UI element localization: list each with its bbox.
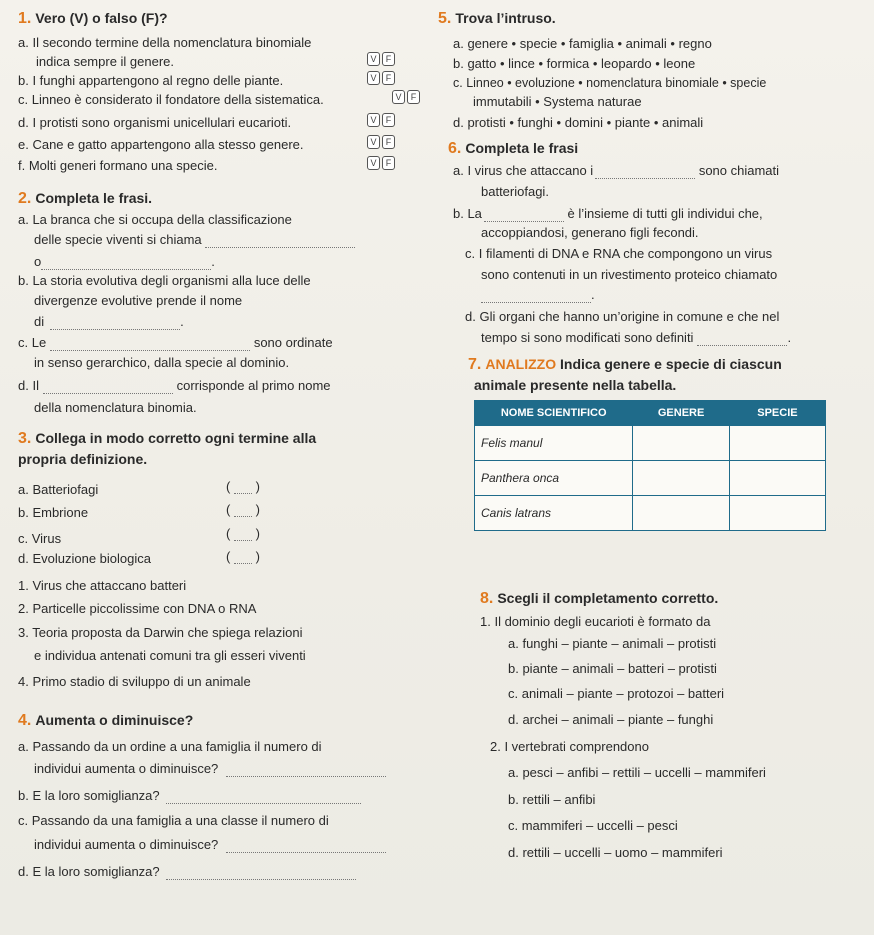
ex8-option[interactable]: b. rettili – anfibi [508, 792, 596, 807]
ex4-text: individui aumenta o diminuisce? [34, 837, 219, 852]
ex7-heading [468, 356, 782, 373]
ex2-number: 2. [18, 190, 32, 207]
ex6-line: accoppiandosi, generano figli fecondi. [481, 225, 699, 240]
ex8-option[interactable]: d. rettili – uccelli – uomo – mammiferi [508, 845, 723, 860]
ex2-text: . [211, 254, 215, 269]
vf-box-d[interactable] [367, 113, 395, 127]
ex5-heading [438, 10, 556, 27]
species-cell[interactable] [729, 426, 825, 461]
column-header: SPECIE [729, 401, 825, 426]
ex2-title: Completa le frasi. [35, 190, 153, 206]
ex2-text: c. Le [18, 335, 47, 350]
scientific-name-cell: Panthera onca [475, 461, 633, 496]
match-blank[interactable]: ( ) [226, 502, 260, 517]
answer-blank[interactable] [50, 350, 250, 351]
column-header: NOME SCIENTIFICO [475, 401, 633, 426]
answer-blank[interactable] [166, 803, 361, 804]
ex3-term: d. Evoluzione biologica [18, 551, 151, 566]
ex8-option[interactable]: d. archei – animali – piante – funghi [508, 712, 714, 727]
answer-blank[interactable] [166, 879, 356, 880]
ex2-line: in senso gerarchico, dalla specie al dominio. [34, 355, 290, 370]
ex6-line [481, 287, 595, 303]
false-checkbox[interactable]: F [382, 135, 395, 149]
ex6-text: sono chiamati [698, 163, 780, 178]
ex2-text: o [34, 254, 42, 269]
ex3-definition: 1. Virus che attaccano batteri [18, 578, 187, 593]
ex6-title: Completa le frasi [465, 140, 579, 156]
species-cell[interactable] [729, 461, 825, 496]
ex2-text: sono ordinate [253, 335, 333, 350]
false-checkbox[interactable]: F [382, 71, 395, 85]
ex2-text: di [34, 314, 45, 329]
ex8-option[interactable]: c. animali – piante – protozoi – batteri [508, 686, 725, 701]
table-row [475, 426, 826, 461]
ex4-heading [18, 712, 193, 729]
ex2-text: d. Il [18, 378, 39, 393]
answer-blank[interactable] [43, 393, 173, 394]
ex1-item-b: b. I funghi appartengono al regno delle piante. [18, 73, 284, 88]
ex6-line: d. Gli organi che hanno un’origine in comune e che nel [465, 309, 780, 324]
ex4-text: b. E la loro somiglianza? [18, 788, 160, 803]
answer-blank[interactable] [226, 852, 386, 853]
genus-cell[interactable] [633, 426, 729, 461]
ex8-option[interactable]: a. funghi – piante – animali – protisti [508, 636, 717, 651]
answer-blank[interactable] [481, 302, 591, 303]
ex3-term: c. Virus [18, 531, 62, 546]
genus-cell[interactable] [633, 461, 729, 496]
ex6-text: . [591, 287, 595, 302]
ex4-line [18, 788, 361, 804]
ex8-option[interactable]: b. piante – animali – batteri – protisti [508, 661, 717, 676]
species-cell[interactable] [729, 496, 825, 531]
ex5-line: c. Linneo • evoluzione • nomenclatura binomiale • specie [453, 76, 767, 90]
vf-box-b[interactable] [367, 71, 395, 85]
ex8-question: 1. Il dominio degli eucarioti è formato da [480, 614, 711, 629]
ex8-option[interactable]: c. mammiferi – uccelli – pesci [508, 818, 678, 833]
ex1-item-a-cont: indica sempre il genere. [36, 54, 175, 69]
ex5-title: Trova l’intruso. [455, 10, 556, 26]
ex4-line [34, 837, 386, 853]
ex2-line: b. La storia evolutiva degli organismi alla luce delle [18, 273, 311, 288]
match-blank[interactable]: ( ) [226, 549, 260, 564]
ex3-definition: 4. Primo stadio di sviluppo di un animale [18, 674, 251, 689]
ex6-number: 6. [448, 140, 462, 157]
ex8-option[interactable]: a. pesci – anfibi – rettili – uccelli – mammiferi [508, 765, 766, 780]
ex1-item-c: c. Linneo è considerato il fondatore della sistematica. [18, 92, 324, 107]
ex6-text: . [787, 330, 792, 345]
ex6-line: c. I filamenti di DNA e RNA che compongono un virus [465, 246, 773, 261]
scientific-name-cell: Felis manul [475, 426, 633, 461]
genus-cell[interactable] [633, 496, 729, 531]
true-checkbox[interactable]: V [367, 71, 380, 85]
match-blank[interactable]: ( ) [226, 479, 260, 494]
true-checkbox[interactable]: V [392, 90, 405, 104]
ex2-text: . [180, 314, 184, 329]
ex4-line [18, 864, 356, 880]
ex2-heading [18, 190, 152, 207]
ex4-line: a. Passando da un ordine a una famiglia il numero di [18, 739, 322, 754]
match-blank[interactable]: ( ) [226, 526, 260, 541]
ex2-text: corrisponde al primo nome [176, 378, 331, 393]
ex2-line [18, 335, 333, 351]
ex2-line [34, 254, 215, 270]
table-row [475, 496, 826, 531]
vf-box-f[interactable] [367, 156, 395, 170]
ex7-title-cont: animale presente nella tabella. [474, 377, 677, 393]
column-header: GENERE [633, 401, 729, 426]
ex2-line: a. La branca che si occupa della classificazione [18, 212, 292, 227]
true-checkbox[interactable]: V [367, 113, 380, 127]
ex1-item-a: a. Il secondo termine della nomenclatura binomiale [18, 35, 312, 50]
ex2-text: delle specie viventi si chiama [34, 232, 202, 247]
ex4-line: c. Passando da una famiglia a una classe il numero di [18, 813, 329, 828]
ex5-line: b. gatto • lince • formica • leopardo • leone [453, 56, 696, 71]
ex5-line: d. protisti • funghi • domini • piante • animali [453, 115, 704, 130]
ex6-line: sono contenuti in un rivestimento proteico chiamato [481, 267, 778, 282]
ex5-line: a. genere • specie • famiglia • animali • regno [453, 36, 712, 51]
vf-box-c[interactable] [392, 90, 420, 104]
ex4-line [34, 761, 386, 777]
ex4-text: individui aumenta o diminuisce? [34, 761, 219, 776]
answer-blank[interactable] [205, 247, 355, 248]
ex5-number: 5. [438, 10, 452, 27]
ex4-text: d. E la loro somiglianza? [18, 864, 160, 879]
ex2-line: della nomenclatura binomia. [34, 400, 197, 415]
table-header-row [475, 401, 826, 426]
ex1-heading [18, 10, 168, 27]
answer-blank[interactable] [226, 776, 386, 777]
vf-box-e[interactable] [367, 135, 395, 149]
ex1-number: 1. [18, 10, 32, 27]
ex4-title: Aumenta o diminuisce? [35, 712, 194, 728]
ex6-line [481, 330, 791, 346]
ex2-line [18, 378, 331, 394]
ex3-definition: 2. Particelle piccolissime con DNA o RNA [18, 601, 257, 616]
answer-blank[interactable] [50, 329, 180, 330]
ex2-line: divergenze evolutive prende il nome [34, 293, 243, 308]
ex2-line [34, 232, 355, 248]
ex6-heading [448, 140, 578, 157]
ex8-number: 8. [480, 590, 494, 607]
ex3-heading [18, 430, 316, 447]
vf-box-a[interactable] [367, 52, 395, 66]
ex7-tag: ANALIZZO [485, 356, 557, 372]
ex1-title: Vero (V) o falso (F)? [35, 10, 168, 26]
ex6-line: batteriofagi. [481, 184, 549, 199]
answer-blank[interactable] [697, 345, 787, 346]
ex3-definition-cont: e individua antenati comuni tra gli esseri viventi [34, 648, 306, 663]
ex8-heading [480, 590, 718, 607]
ex7-title: Indica genere e specie di ciascun [560, 356, 782, 372]
ex3-number: 3. [18, 430, 32, 447]
scientific-name-cell: Canis latrans [475, 496, 633, 531]
ex4-number: 4. [18, 712, 32, 729]
answer-blank[interactable] [484, 221, 564, 222]
ex3-definition: 3. Teoria proposta da Darwin che spiega relazioni [18, 625, 303, 640]
ex6-text: a. I virus che attaccano i [453, 163, 594, 178]
ex7-number: 7. [468, 356, 482, 373]
ex1-item-e: e. Cane e gatto appartengono alla stesso genere. [18, 137, 304, 152]
species-table [474, 400, 826, 531]
ex6-text: tempo si sono modificati sono definiti [481, 330, 694, 345]
ex6-line [453, 163, 779, 179]
false-checkbox[interactable]: F [382, 113, 395, 127]
ex8-title: Scegli il completamento corretto. [497, 590, 719, 606]
true-checkbox[interactable]: V [367, 52, 380, 66]
answer-blank[interactable] [41, 269, 211, 270]
ex8-question: 2. I vertebrati comprendono [490, 739, 649, 754]
ex5-line: immutabili • Systema naturae [473, 94, 642, 109]
ex3-title-cont: propria definizione. [18, 451, 148, 467]
ex1-item-f: f. Molti generi formano una specie. [18, 158, 218, 173]
ex3-title: Collega in modo corretto ogni termine alla [35, 430, 317, 446]
table-row [475, 461, 826, 496]
ex3-term: b. Embrione [18, 505, 89, 520]
ex6-text: b. La [453, 206, 482, 221]
ex6-line [453, 206, 763, 222]
false-checkbox[interactable]: F [407, 90, 420, 104]
ex1-item-d: d. I protisti sono organismi unicellulari eucarioti. [18, 115, 292, 130]
false-checkbox[interactable]: F [382, 156, 395, 170]
ex3-term: a. Batteriofagi [18, 482, 99, 497]
answer-blank[interactable] [595, 178, 695, 179]
false-checkbox[interactable]: F [382, 52, 395, 66]
ex6-text: è l’insieme di tutti gli individui che, [567, 206, 763, 221]
ex2-line [34, 314, 184, 330]
true-checkbox[interactable]: V [367, 156, 380, 170]
true-checkbox[interactable]: V [367, 135, 380, 149]
